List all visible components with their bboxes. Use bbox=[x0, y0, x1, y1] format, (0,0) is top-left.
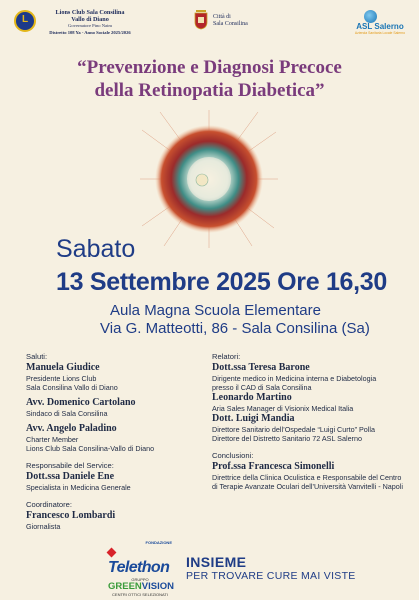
greenvision-blue: VISION bbox=[141, 581, 174, 592]
lions-district: Distretto 108 Ya - Anno Sociale 2025/2026 bbox=[49, 29, 131, 35]
speaker-role: Direttrice della Clinica Oculistica e Responsabile del Centro bbox=[212, 473, 402, 482]
speaker bbox=[26, 362, 206, 392]
event-datetime: 13 Settembre 2025 Ore 16,30 bbox=[56, 268, 388, 296]
speaker-name: Leonardo Martino bbox=[212, 392, 292, 403]
asl-info bbox=[352, 23, 408, 35]
right-column bbox=[212, 352, 412, 491]
lions-club-logo-icon bbox=[14, 10, 36, 32]
city-label: Città di bbox=[213, 14, 231, 20]
speaker-name: Francesco Lombardi bbox=[26, 510, 116, 521]
telethon-foundation-label: FONDAZIONE bbox=[145, 540, 172, 545]
telethon-name: Telethon bbox=[108, 559, 170, 576]
speaker-name: Manuela Giudice bbox=[26, 362, 100, 373]
slogan bbox=[186, 555, 356, 583]
retina-eye-illustration bbox=[140, 110, 278, 248]
lions-club-info bbox=[40, 10, 140, 36]
speaker-name: Avv. Angelo Paladino bbox=[26, 423, 117, 434]
lions-club-area: Vallo di Diano bbox=[71, 15, 109, 23]
event-venue: Aula Magna Scuola Elementare bbox=[110, 302, 321, 319]
speaker bbox=[26, 423, 206, 453]
speaker-role: Direttore Sanitario dell’Ospedale “Luigi Curto” Polla bbox=[212, 425, 375, 434]
speaker-role: Specialista in Medicina Generale bbox=[26, 483, 131, 492]
greenvision-logo bbox=[108, 582, 172, 592]
speaker-name: Prof.ssa Francesca Simonelli bbox=[212, 461, 335, 472]
title-line-1: “Prevenzione e Diagnosi Precoce bbox=[77, 57, 342, 78]
slogan-title: INSIEME bbox=[186, 554, 247, 570]
speaker-role: Dirigente medico in Medicina interna e Diabetologia bbox=[212, 374, 377, 383]
speaker-role: Sindaco di Sala Consilina bbox=[26, 409, 108, 418]
speaker-role: Giornalista bbox=[26, 522, 61, 531]
speaker-role: Charter Member bbox=[26, 435, 79, 444]
relatori-label: Relatori: bbox=[212, 352, 241, 361]
speaker-name: Dott.ssa Teresa Barone bbox=[212, 362, 310, 373]
saluti-label: Saluti: bbox=[26, 352, 48, 361]
slogan-subtitle: PER TROVARE CURE MAI VISTE bbox=[186, 570, 356, 582]
greenvision-green: GREEN bbox=[108, 581, 142, 592]
speaker-name: Dott.ssa Daniele Ene bbox=[26, 471, 115, 482]
speaker-name: Avv. Domenico Cartolano bbox=[26, 397, 136, 408]
speaker bbox=[212, 461, 412, 491]
greenvision-group-label: GRUPPO bbox=[131, 577, 149, 582]
event-day: Sabato bbox=[56, 235, 136, 263]
speaker bbox=[26, 471, 206, 492]
speaker-role: Lions Club Sala Consilina-Vallo di Diano bbox=[26, 444, 155, 453]
speaker-role: Aria Sales Manager di Visionix Medical Italia bbox=[212, 404, 354, 413]
header bbox=[0, 6, 419, 40]
conclusioni-label: Conclusioni: bbox=[212, 451, 254, 460]
lions-governor: Governatore Pino Naim bbox=[68, 23, 112, 29]
speaker-role: di Terapie Avanzate Oculari dell’Università Vanvitelli - Napoli bbox=[212, 482, 403, 491]
sponsor-logos bbox=[108, 540, 172, 597]
event-address: Via G. Matteotti, 86 - Sala Consilina (Sa) bbox=[100, 320, 370, 337]
speaker bbox=[26, 510, 206, 531]
telethon-heart-icon bbox=[107, 548, 117, 558]
speaker bbox=[212, 413, 412, 443]
lions-club-name: Lions Club Sala Consilina bbox=[55, 9, 125, 16]
city-name bbox=[213, 14, 248, 28]
coordinatore-label: Coordinatore: bbox=[26, 500, 73, 509]
city-title: Sala Consilina bbox=[213, 21, 248, 27]
speaker-role: Presidente Lions Club bbox=[26, 374, 97, 383]
responsabile-label: Responsabile del Service: bbox=[26, 461, 114, 470]
title-line-2: della Retinopatia Diabetica” bbox=[94, 80, 325, 101]
left-column bbox=[26, 352, 206, 531]
telethon-logo bbox=[108, 545, 172, 575]
speaker-role: Sala Consilina Vallo di Diano bbox=[26, 383, 118, 392]
event-title bbox=[0, 56, 419, 102]
city-crest-icon bbox=[193, 8, 209, 30]
speaker-name: Dott. Luigi Mandia bbox=[212, 413, 295, 424]
greenvision-tagline: CENTRI OTTICI SELEZIONATI bbox=[112, 592, 168, 597]
speaker bbox=[26, 397, 206, 418]
speaker-role: presso il CAD di Sala Consilina bbox=[212, 383, 312, 392]
speaker-role: Direttore del Distretto Sanitario 72 ASL Salerno bbox=[212, 434, 362, 443]
asl-name: ASL Salerno bbox=[356, 22, 404, 31]
speaker bbox=[212, 392, 412, 413]
asl-tagline: Azienda Sanitaria Locale Salerno bbox=[354, 31, 406, 35]
speaker bbox=[212, 362, 412, 392]
